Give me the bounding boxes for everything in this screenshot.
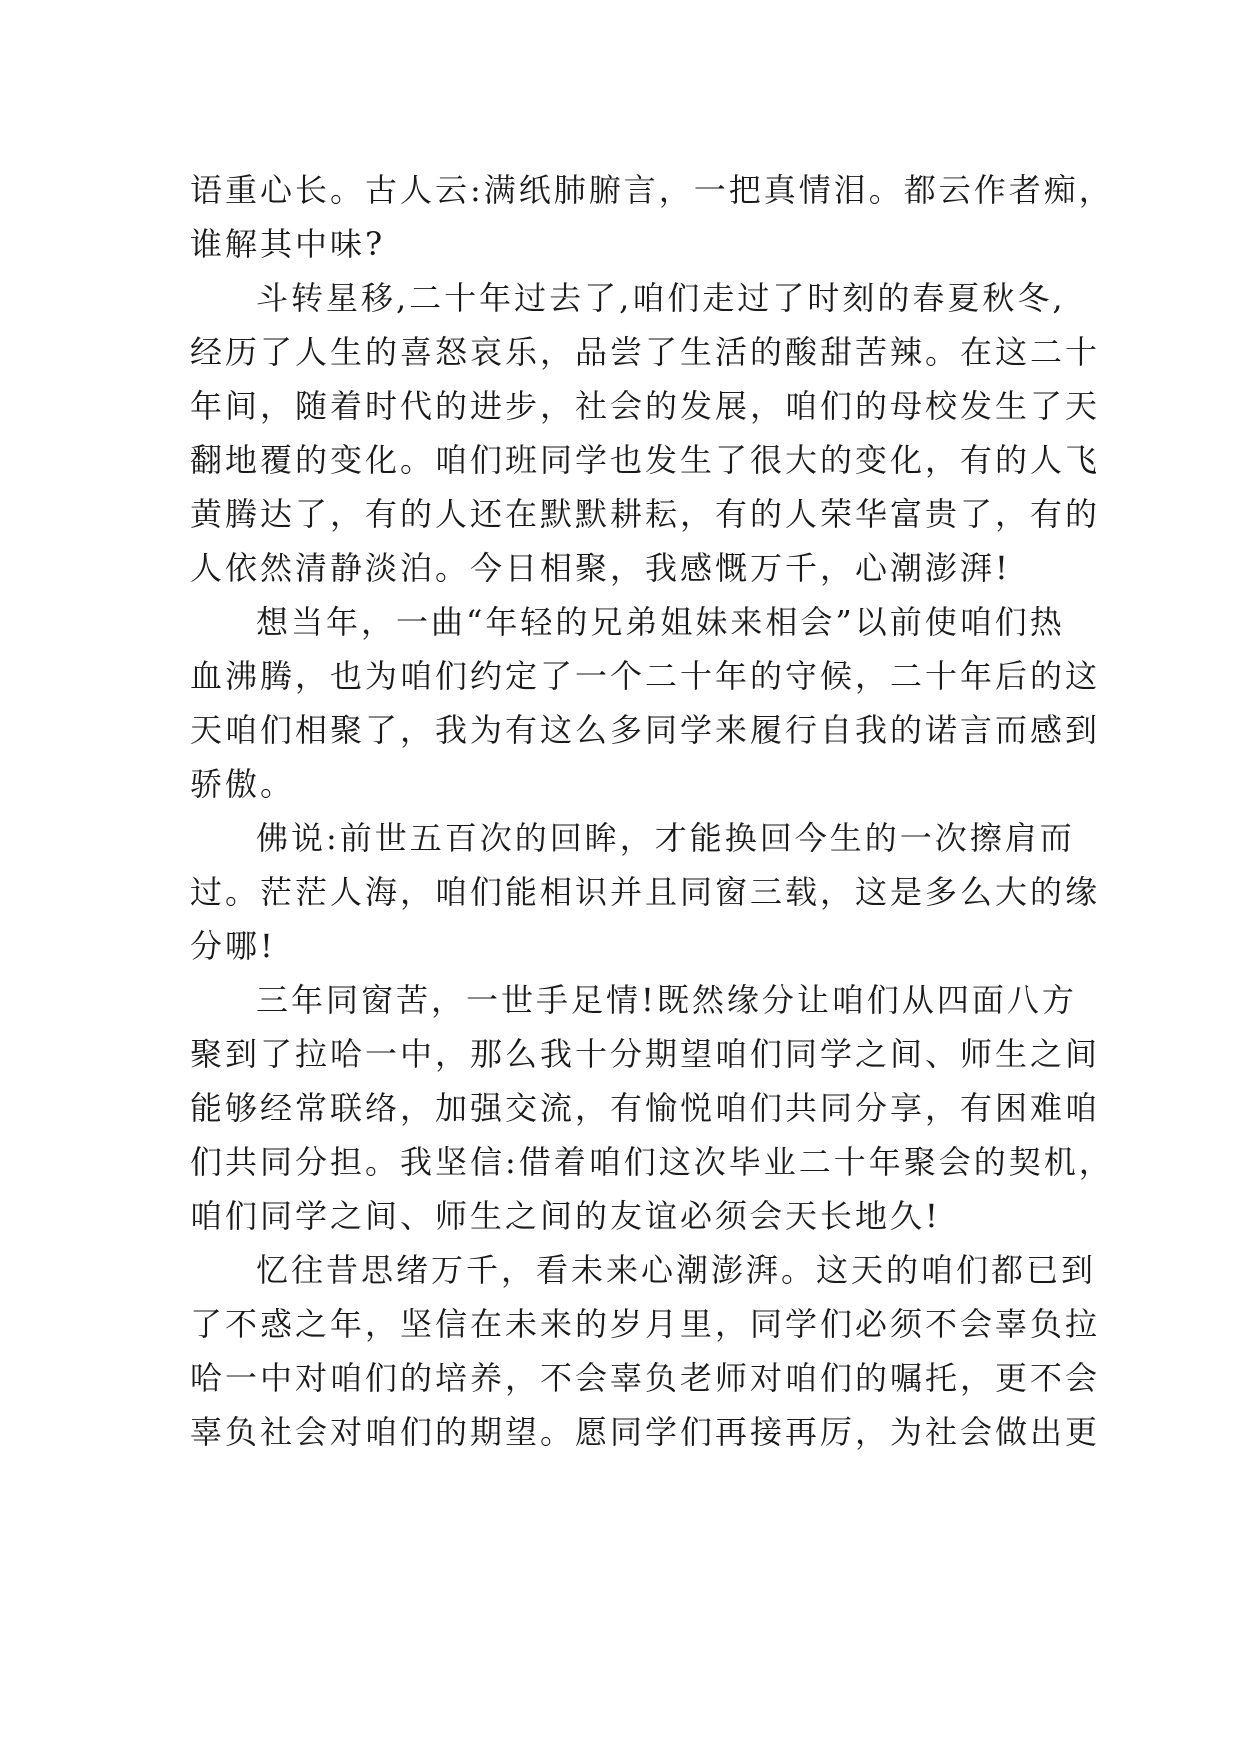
text-line: 佛说:前世五百次的回眸，才能换回今生的一次擦肩而 [256, 819, 1075, 857]
text-line: 语重心长。古人云:满纸肺腑言，一把真情泪。都云作者痴， [190, 171, 1114, 209]
text-line: 能够经常联络，加强交流，有愉悦咱们共同分享，有困难咱 [190, 1089, 1101, 1127]
paragraph-1 [190, 163, 1114, 271]
text-line: 哈一中对咱们的培养，不会辜负老师对咱们的嘱托，更不会 [190, 1359, 1101, 1397]
text-line: 三年同窗苦，一世手足情!既然缘分让咱们从四面八方 [256, 981, 1077, 1019]
text-line: 忆往昔思绪万千，看未来心潮澎湃。这天的咱们都已到 [256, 1251, 1097, 1289]
text-line: 过。茫茫人海，咱们能相识并且同窗三载，这是多么大的缘 [190, 873, 1101, 911]
text-line: 聚到了拉哈一中，那么我十分期望咱们同学之间、师生之间 [190, 1035, 1101, 1073]
text-line: 翻地覆的变化。咱们班同学也发生了很大的变化，有的人飞 [190, 441, 1101, 479]
text-line: 辜负社会对咱们的期望。愿同学们再接再厉，为社会做出更 [190, 1413, 1101, 1451]
text-line: 们共同分担。我坚信:借着咱们这次毕业二十年聚会的契机， [190, 1143, 1114, 1181]
paragraph-5 [190, 973, 1114, 1243]
text-line: 咱们同学之间、师生之间的友谊必须会天长地久! [190, 1197, 941, 1235]
text-line: 分哪! [190, 927, 276, 965]
text-line: 了不惑之年，坚信在未来的岁月里，同学们必须不会辜负拉 [190, 1305, 1101, 1343]
paragraph-4 [190, 811, 1101, 973]
paragraph-6 [190, 1243, 1101, 1459]
document-body [190, 163, 1114, 1459]
paragraph-3 [190, 595, 1101, 811]
text-line: 血沸腾，也为咱们约定了一个二十年的守候，二十年后的这 [190, 657, 1101, 695]
text-line: 黄腾达了，有的人还在默默耕耘，有的人荣华富贵了，有的 [190, 495, 1101, 533]
text-line: 想当年，一曲“年轻的兄弟姐妹来相会”以前使咱们热 [256, 603, 1065, 641]
text-line: 年间，随着时代的进步，社会的发展，咱们的母校发生了天 [190, 387, 1101, 425]
text-line: 骄傲。 [190, 765, 296, 803]
text-line: 经历了人生的喜怒哀乐，品尝了生活的酸甜苦辣。在这二十 [190, 333, 1101, 371]
text-line: 斗转星移,二十年过去了,咱们走过了时刻的春夏秋冬, [256, 279, 1066, 317]
paragraph-2 [190, 271, 1101, 595]
text-line: 人依然清静淡泊。今日相聚，我感慨万千，心潮澎湃! [190, 549, 1011, 587]
text-line: 谁解其中味? [190, 225, 386, 263]
text-line: 天咱们相聚了，我为有这么多同学来履行自我的诺言而感到 [190, 711, 1101, 749]
